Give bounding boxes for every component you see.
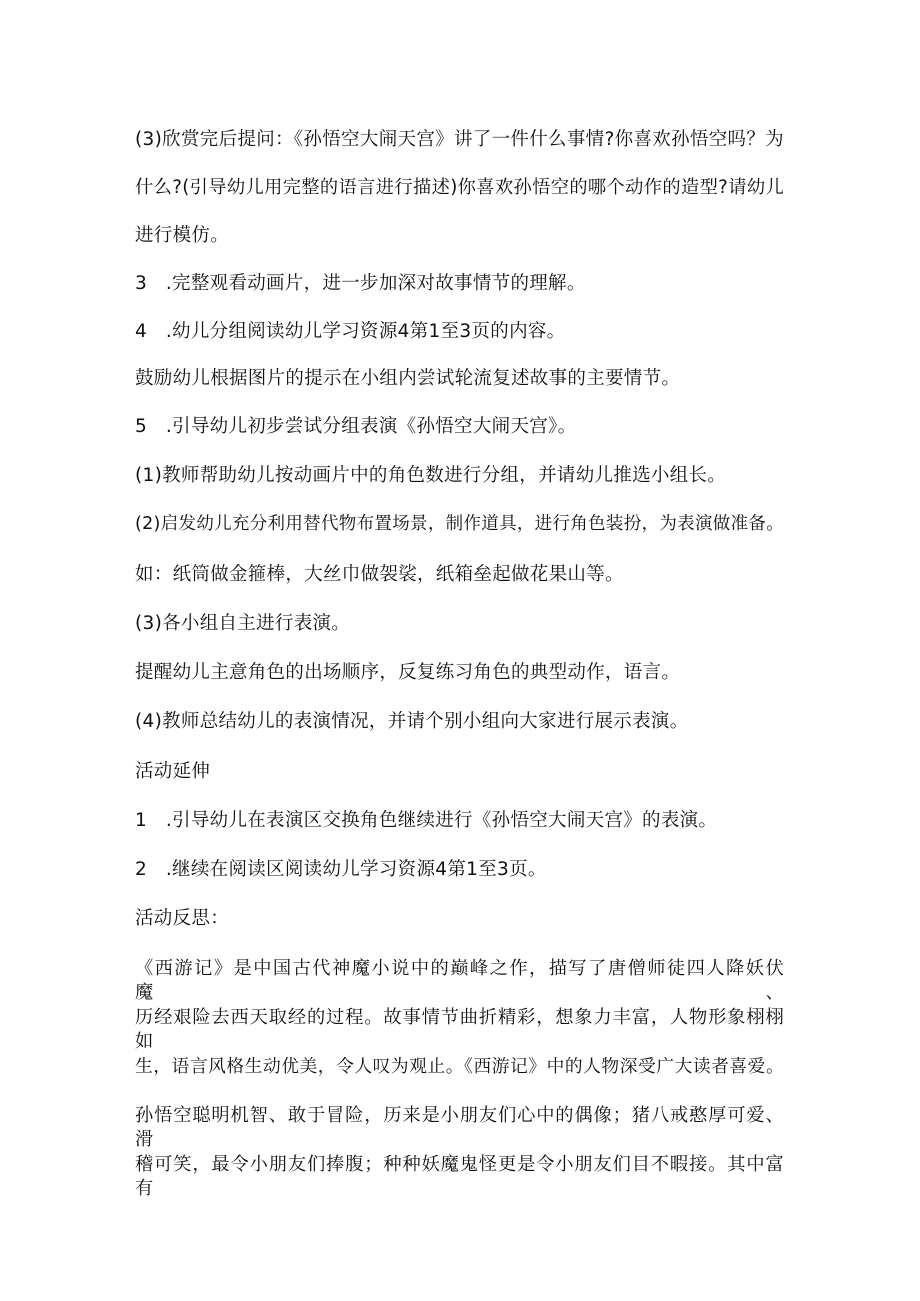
text-line: 生，语言风格生动优美，令人叹为观止。《西游记》中的人物深受广大读者喜爱。 — [135, 1057, 784, 1077]
text-line: 《西游记》是中国古代神魔小说中的巅峰之作，描写了唐僧师徒四人降妖伏魔、 — [135, 958, 784, 1003]
text-line: 孙悟空聪明机智、敢于冒险，历来是小朋友们心中的偶像；猪八戒憨厚可爱、滑 — [135, 1105, 784, 1150]
text-line: 4 .幼儿分组阅读幼儿学习资源4第1至3页的内容。 — [135, 321, 566, 342]
text-line: (3)欣赏完后提问：《孙悟空大闹天宫》讲了一件什么事情?你喜欢孙悟空吗？为 — [135, 129, 784, 150]
section-heading: 活动反思： — [135, 908, 230, 929]
text-line: 什么?(引导幼儿用完整的语言进行描述)你喜欢孙悟空的哪个动作的造型?请幼儿 — [135, 177, 784, 198]
text-line: (3)各小组自主进行表演。 — [135, 613, 351, 634]
text-line: (4)教师总结幼儿的表演情况，并请个别小组向大家进行展示表演。 — [135, 711, 689, 732]
section-heading: 活动延伸 — [135, 761, 211, 782]
text-line: (2)启发幼儿充分利用替代物布置场景，制作道具，进行角色装扮，为表演做准备。 — [135, 514, 784, 534]
text-line: 提醒幼儿主意角色的出场顺序，反复练习角色的典型动作，语言。 — [135, 662, 681, 683]
text-line: 进行模仿。 — [135, 225, 230, 246]
text-line: 1 .引导幼儿在表演区交换角色继续进行《孙悟空大闹天宫》的表演。 — [135, 810, 718, 831]
text-line: 3 .完整观看动画片，进一步加深对故事情节的理解。 — [135, 273, 586, 294]
text-line: 鼓励幼儿根据图片的提示在小组内尝试轮流复述故事的主要情节。 — [135, 368, 681, 389]
text-line: (1)教师帮助幼儿按动画片中的角色数进行分组，并请幼儿推选小组长。 — [135, 465, 727, 486]
text-line: 稽可笑，最令小朋友们捧腹；种种妖魔鬼怪更是令小朋友们目不暇接。其中富有 — [135, 1154, 784, 1199]
text-line: 5 .引导幼儿初步尝试分组表演《孙悟空大闹天宫》。 — [135, 416, 577, 437]
text-line: 如：纸筒做金箍棒，大丝巾做袈裟，纸箱垒起做花果山等。 — [135, 564, 624, 585]
text-line: 历经艰险去西天取经的过程。故事情节曲折精彩，想象力丰富，人物形象栩栩如 — [135, 1007, 784, 1052]
text-line: 2 .继续在阅读区阅读幼儿学习资源4第1至3页。 — [135, 859, 547, 880]
